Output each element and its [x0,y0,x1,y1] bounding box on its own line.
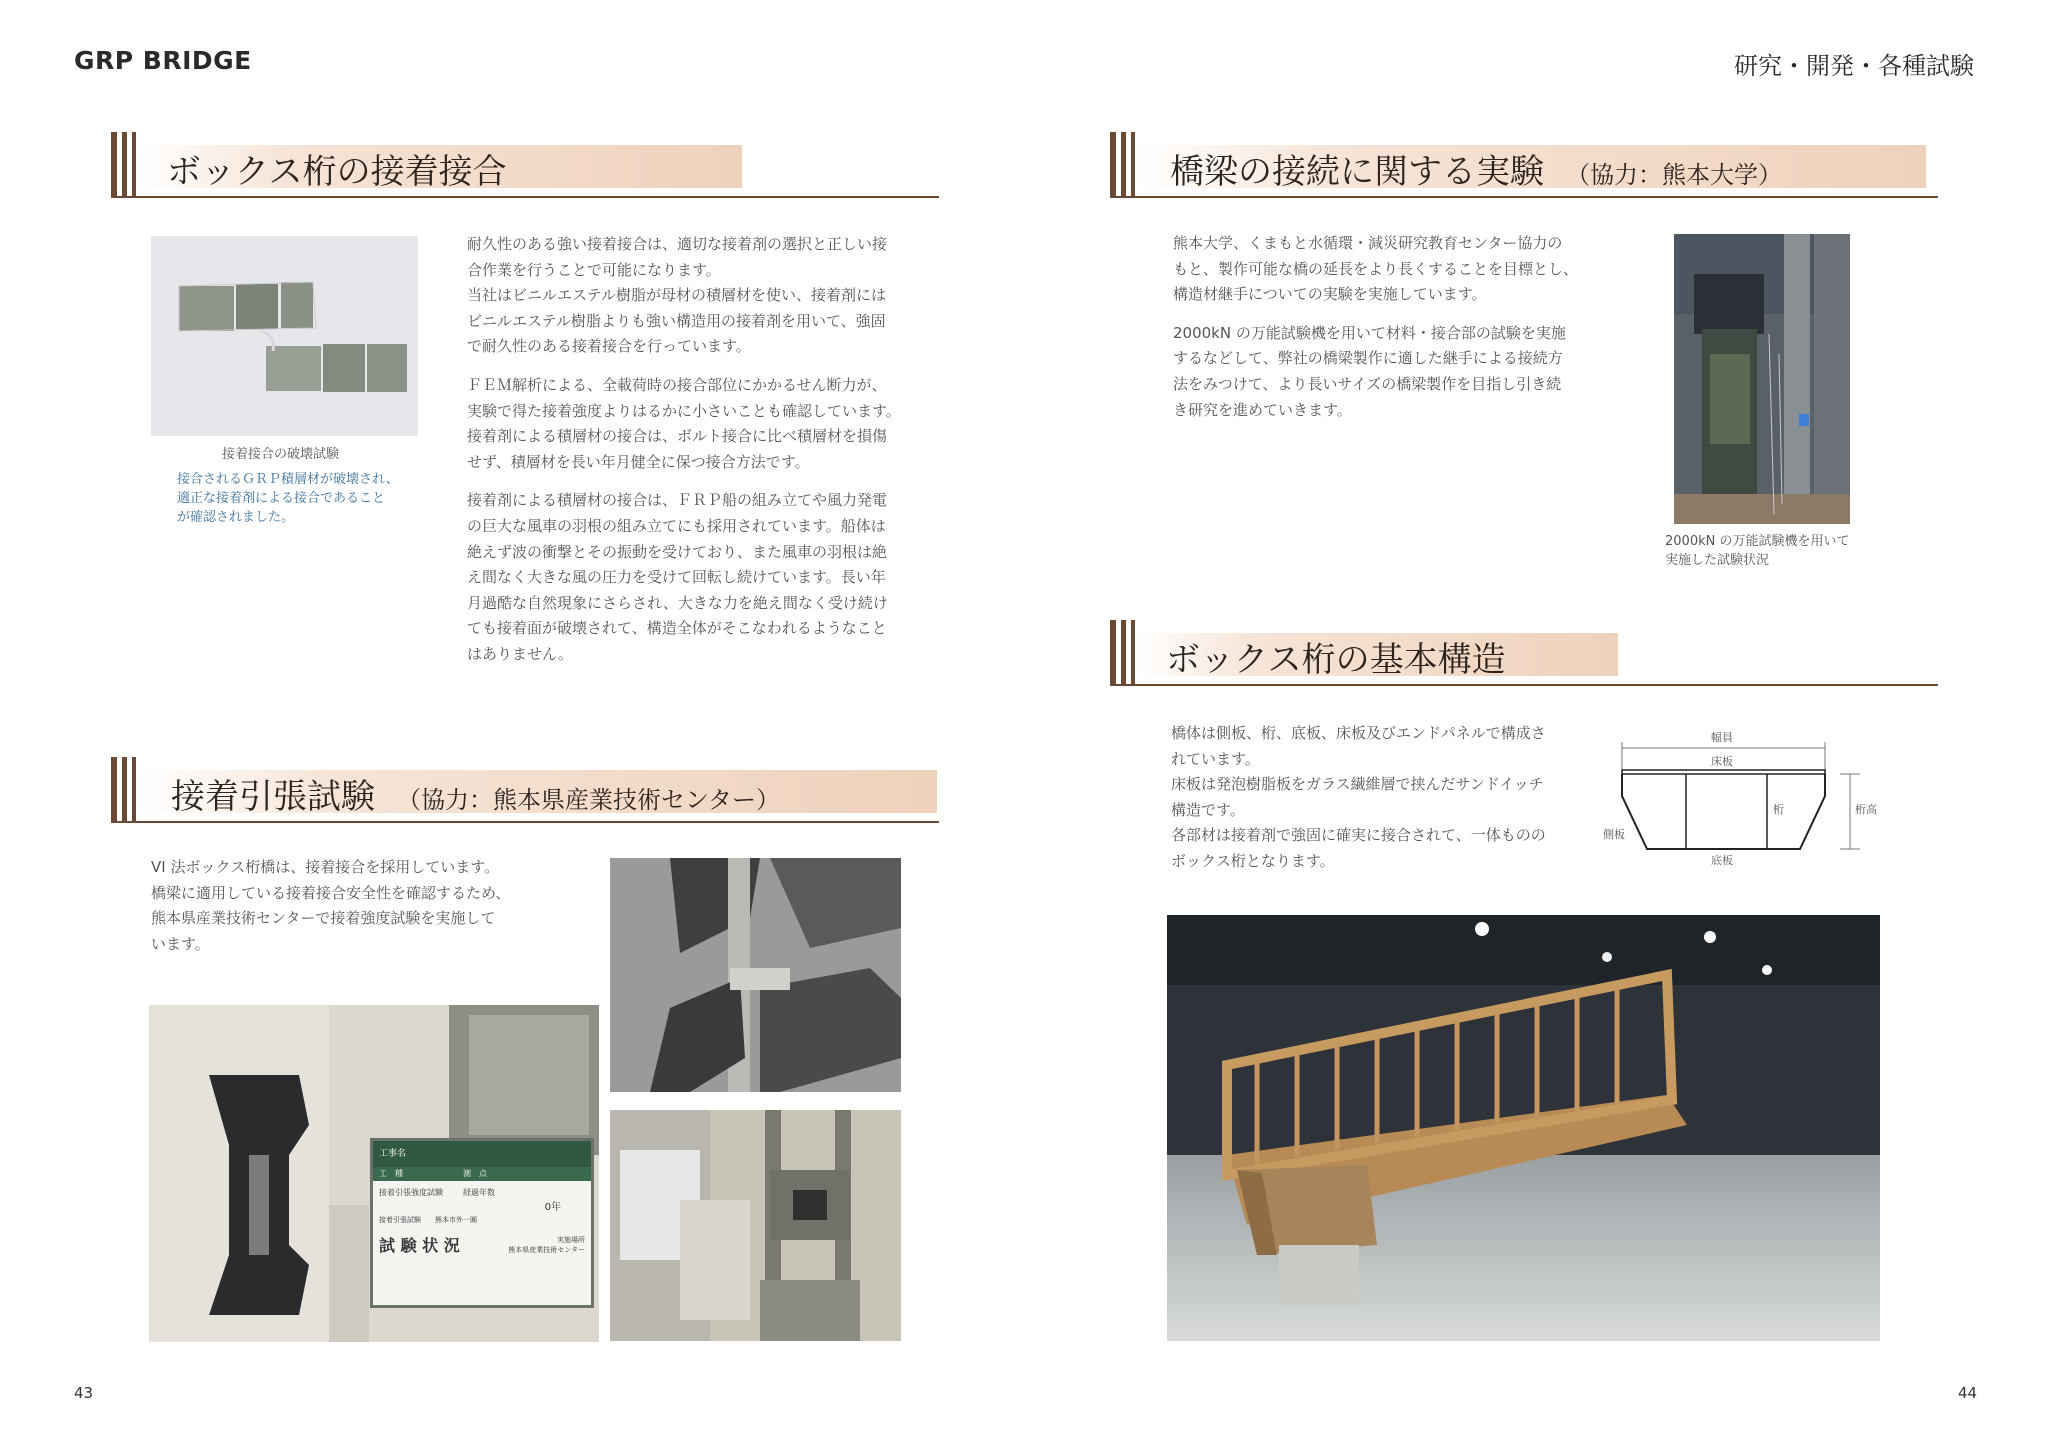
heading-tensile-title: 接着引張試験 [171,777,375,817]
universal-testing-machine-photo [1674,234,1850,524]
adhesive-test-photo [151,236,418,436]
page-number-left: 43 [74,1384,94,1402]
tensile-machine-photo [610,1110,901,1341]
board-status: 試 験 状 況 [379,1236,460,1255]
heading-adhesive-title: ボックス桁の接着接合 [167,152,507,192]
board-name: 接着引張強度試験 [379,1188,443,1197]
heading-tensile-subtitle: （協力：熊本県産業技術センター） [397,786,781,814]
diagram-bottom-label: 底板 [1711,854,1733,867]
connection-body-text: 熊本大学、くまもと水循環・減災研究教育センター協力の もと、製作可能な橋の延長をより長くすることを目標とし、 構造材継手についての実験を実施しています。 2000kN の万能試験機を用いて材料・接合部の試験を実施 するなどして、弊社の橋梁製作に適した継手による接続方 法をみつけて、より長いサイズの橋梁製作を目指し引き続 き研究を進めていきます。 [1173,234,1579,419]
section-title: 研究・開発・各種試験 [1734,52,1974,80]
bridge-photo [1167,915,1880,1341]
info-board [370,1138,594,1308]
diagram-girder-label: 桁 [1773,803,1784,816]
connection-photo-caption: 2000kN の万能試験機を用いて 実施した試験状況 [1665,534,1850,568]
board-header: 工事名 [373,1141,591,1167]
tensile-grip-photo [610,858,901,1092]
board-year: 0年 [544,1202,561,1213]
heading-connection-subtitle: （協力：熊本大学） [1566,161,1782,189]
heading-adhesive [111,132,939,198]
heading-structure [1110,620,1938,686]
tensile-board-photo [149,1005,599,1342]
heading-tensile [111,757,939,823]
heading-connection-title: 橋梁の接続に関する実験 [1170,152,1544,192]
adhesive-photo-note: 接合されるＧＲＰ積層材が破壊され、 適正な接着剤による接合であること が確認されました。 [177,472,399,525]
board-org: 熊本県産業技術センター [508,1245,585,1254]
box-girder-diagram [1605,726,1885,871]
diagram-height-label: 桁高 [1855,803,1877,816]
diagram-side-label: 側板 [1603,828,1625,841]
board-sub: 接着引張試験 熊本市外一圓 [379,1216,477,1224]
tensile-body-text: VI 法ボックス桁橋は、接着接合を採用しています。 橋梁に適用している接着接合安全性を確認するため、 熊本県産業技術センターで接着強度試験を実施して います。 [151,858,511,953]
board-row-point: 測 点 [463,1169,487,1178]
diagram-deck-label: 床板 [1711,755,1733,768]
brand-title: GRP BRIDGE [74,46,252,75]
adhesive-photo-caption: 接着接合の破壊試験 [222,447,340,462]
board-year-label: 経過年数 [463,1188,495,1197]
adhesive-body-text: 耐久性のある強い接着接合は、適切な接着剤の選択と正しい接 合作業を行うことで可能になります。 当社はビニルエステル樹脂が母材の積層材を使い、接着剤には ビニルエステル樹脂よりも強い構造用の接着剤を用いて、強固 で耐久性のある接着接合を行っています。 ＦＥＭ解析による、全載荷時の接合部位にかかるせん断力が、 実験で得た接着強度よりはるかに小さいことも確認しています。 接着剤による積層材の接合は、ボルト接合に比べ積層材を損傷 せず、積層材を長い年月健全に保つ接合方法です。 接着剤による積層材の接合は、ＦＲＰ船の組み立てや風力発電 の巨大な風車の羽根の組み立てにも採用されています。船体は 絶えず波の衝撃とその振動を受けており、また風車の羽根は絶 え間なく大きな風の圧力を受けて回転し続けています。長い年 月過酷な自然現象にさらされ、大きな力を絶え間なく受け続け ても接着面が破壊されて、構造全体がそこなわれるようなこと はありません。 [467,235,901,663]
board-row-kind: 工 種 [379,1169,403,1178]
board-org-label: 実施場所 [557,1235,585,1244]
diagram-width-label: 幅員 [1711,731,1733,744]
heading-structure-title: ボックス桁の基本構造 [1166,640,1506,680]
page-number-right: 44 [1958,1384,1978,1402]
structure-body-text: 橋体は側板、桁、底板、床板及びエンドパネルで構成さ れています。 床板は発泡樹脂板をガラス繊維層で挟んだサンドイッチ 構造です。 各部材は接着剤で強固に確実に接合されて、一体ものの ボックス桁となります。 [1171,724,1546,870]
heading-connection [1110,132,1938,198]
